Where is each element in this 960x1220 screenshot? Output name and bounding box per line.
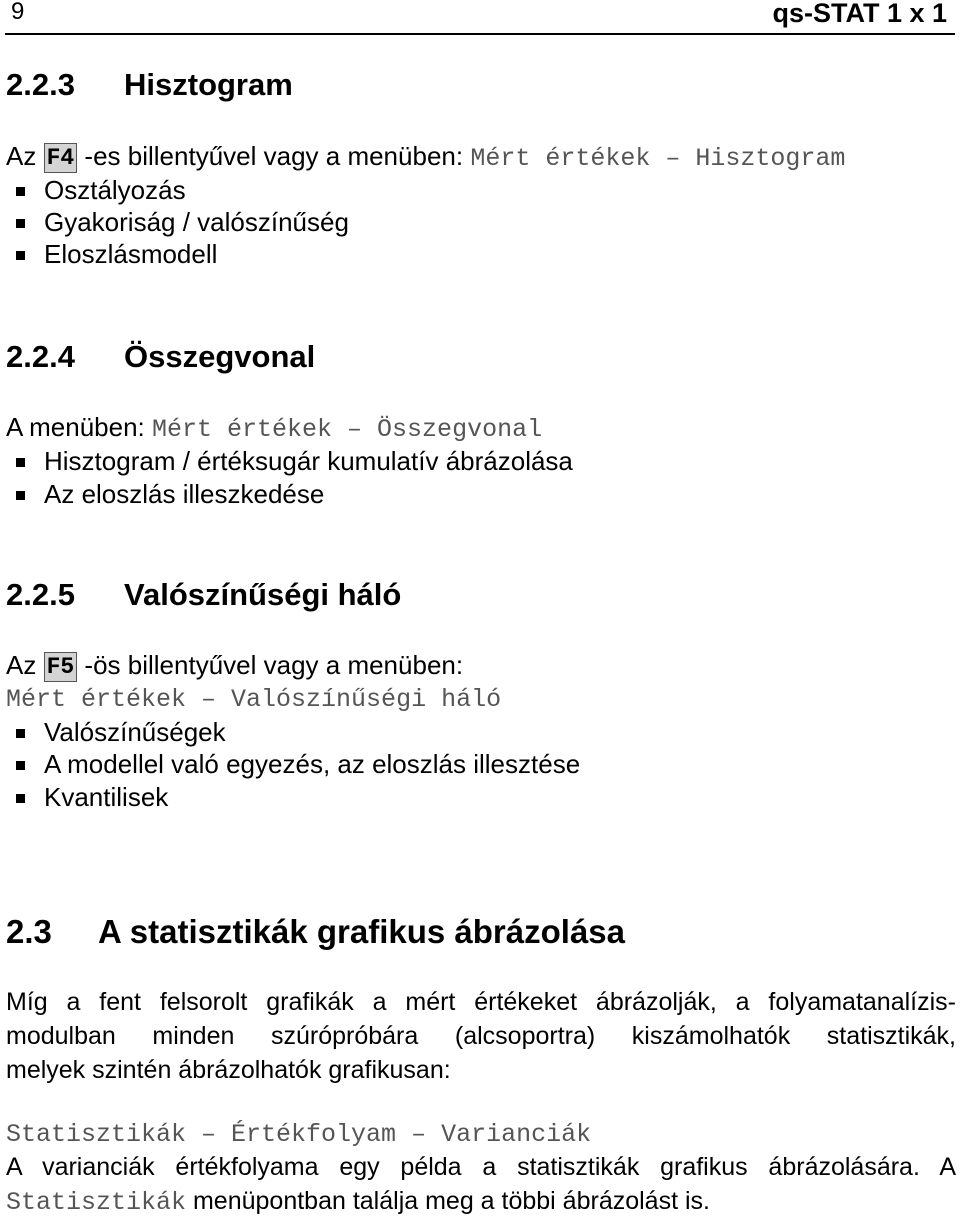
section-title: A statisztikák grafikus ábrázolása <box>98 913 626 950</box>
section-number: 2.2.4 <box>6 339 75 374</box>
menu-path: Mért értékek – Valószínűségi háló <box>6 685 502 714</box>
page-number: 9 <box>11 0 25 25</box>
section-title: Valószínűségi háló <box>124 577 402 612</box>
section-number: 2.2.5 <box>6 577 75 612</box>
list-item: Eloszlásmodell <box>44 239 218 269</box>
intro-text: Az <box>6 141 37 171</box>
intro-text: A menüben: <box>6 412 145 442</box>
paragraph-line <box>6 1184 956 1220</box>
list-item: Hisztogram / értéksugár kumulatív ábrázolása <box>44 446 573 476</box>
menu-item-reference: Statisztikák <box>6 1188 187 1217</box>
list-item: Osztályozás <box>44 175 186 205</box>
closing-paragraph <box>6 1150 956 1220</box>
intro-line-2-2-5 <box>6 650 463 682</box>
paragraph-line: melyek szintén ábrázolhatók grafikusan: <box>6 1056 451 1084</box>
list-item: Kvantilisek <box>44 782 169 812</box>
document-title: qs-STAT 1 x 1 <box>772 0 947 28</box>
intro-line-2-2-3 <box>6 141 845 173</box>
list-item: Gyakoriság / valószínűség <box>44 207 349 237</box>
list-item: Az eloszlás illeszkedése <box>44 479 325 509</box>
intro-line-2-2-4 <box>6 412 542 444</box>
section-number: 2.2.3 <box>6 67 75 102</box>
paragraph-line: modulban minden szúrópróbára (alcsoportra) kiszámolhatók statisztikák, <box>6 1022 956 1050</box>
section-heading-2-2-5 <box>6 577 402 613</box>
menu-path: Statisztikák – Értékfolyam – Varianciák <box>6 1120 592 1149</box>
body-paragraph <box>6 985 956 1087</box>
paragraph-line: A varianciák értékfolyama egy példa a statisztikák grafikus ábrázolására. A <box>6 1153 956 1181</box>
section-title: Összegvonal <box>124 339 316 374</box>
list-item: A modellel való egyezés, az eloszlás illesztése <box>44 749 581 779</box>
f4-key: F4 <box>44 143 78 173</box>
paragraph-text: menüpontban találja meg a többi ábrázolást is. <box>192 1187 710 1215</box>
section-heading-2-2-4 <box>6 339 316 375</box>
intro-text: Az <box>6 650 37 680</box>
f5-key: F5 <box>44 652 78 682</box>
section-heading-2-3 <box>6 913 626 951</box>
list-item: Valószínűségek <box>44 717 226 747</box>
page-header <box>5 0 955 35</box>
section-number: 2.3 <box>6 913 52 950</box>
section-heading-2-2-3 <box>6 67 293 103</box>
section-title: Hisztogram <box>124 67 293 102</box>
intro-text: -es billentyűvel vagy a menüben: <box>84 141 464 171</box>
intro-text: -ös billentyűvel vagy a menüben: <box>84 650 464 680</box>
paragraph-line: Míg a fent felsorolt grafikák a mért értékeket ábrázolják, a folyamatanalízis- <box>6 988 956 1016</box>
menu-path: Mért értékek – Összegvonal <box>152 415 543 444</box>
menu-path: Mért értékek – Hisztogram <box>470 144 846 173</box>
